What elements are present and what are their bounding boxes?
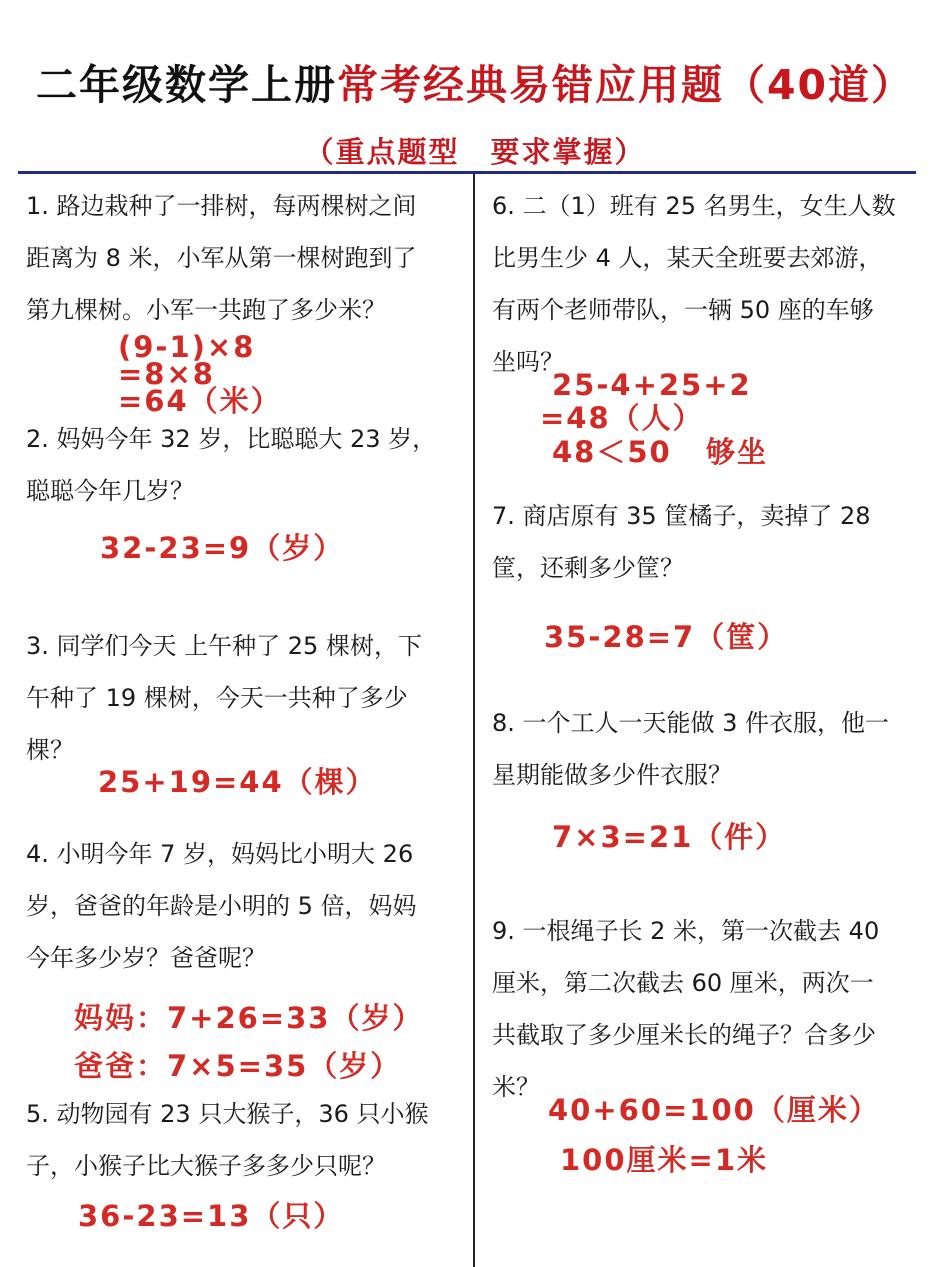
- question-line: 聪聪今年几岁？: [26, 477, 194, 505]
- question-line: 今年多少岁？爸爸呢？: [26, 944, 266, 972]
- question-line: 米？: [492, 1073, 540, 1101]
- answer-7: 35-28=7（筐）: [544, 620, 789, 654]
- title-black-part: 二年级数学上册: [35, 61, 337, 109]
- question-1: [26, 180, 417, 336]
- question-9: [492, 905, 879, 1113]
- question-line: 6. 二（1）班有 25 名男生，女生人数: [492, 192, 896, 220]
- page-title: [0, 52, 950, 111]
- question-line: 第九棵树。小军一共跑了多少米？: [26, 296, 386, 324]
- question-line: 子，小猴子比大猴子多多少只呢？: [26, 1152, 386, 1180]
- question-8: [492, 697, 889, 801]
- title-red-part: 常考经典易错应用题（40道）: [336, 61, 915, 109]
- answer-6-line-3: 48＜50: [552, 435, 672, 469]
- question-line: 棵？: [26, 736, 74, 764]
- question-line: 比男生少 4 人，某天全班要去郊游，: [492, 244, 883, 272]
- question-line: 9. 一根绳子长 2 米，第一次截去 40: [492, 917, 880, 945]
- answer-1: [118, 330, 282, 418]
- answer-8: 7×3=21（件）: [552, 820, 787, 854]
- answer-6-conclusion: 够坐: [706, 435, 769, 469]
- page-subtitle: （重点题型 要求掌握）: [304, 135, 646, 169]
- question-line: 岁，爸爸的年龄是小明的 5 倍，妈妈: [26, 892, 417, 920]
- question-5: [26, 1088, 429, 1192]
- question-line: 星期能做多少件衣服？: [492, 761, 732, 789]
- question-4: [26, 828, 417, 984]
- question-line: 共截取了多少厘米长的绳子？合多少: [492, 1021, 876, 1049]
- question-line: 5. 动物园有 23 只大猴子，36 只小猴: [26, 1100, 429, 1128]
- answer-line: 爸爸：7×5=35（岁）: [74, 1049, 402, 1083]
- question-3: [26, 620, 422, 776]
- question-line: 1. 路边栽种了一排树，每两棵树之间: [26, 192, 417, 220]
- answer-line: (9-1)×8: [118, 330, 256, 364]
- answer-5: 36-23=13（只）: [78, 1199, 345, 1233]
- question-line: 坐吗？: [492, 348, 564, 376]
- answer-9-line-1: 40+60=100（厘米）: [548, 1093, 880, 1127]
- question-line: 午种了 19 棵树，今天一共种了多少: [26, 684, 408, 712]
- answer-line: 妈妈：7+26=33（岁）: [74, 1001, 424, 1035]
- question-7: [492, 490, 871, 594]
- answer-6-line-1: 25-4+25+2: [552, 368, 752, 402]
- answer-6-line-2: =48（人）: [540, 401, 704, 435]
- answer-4: [74, 994, 424, 1090]
- answer-line: =8×8: [118, 357, 215, 391]
- question-6: [492, 180, 896, 388]
- question-2: [26, 413, 436, 517]
- question-line: 筐，还剩多少筐？: [492, 554, 684, 582]
- question-line: 2. 妈妈今年 32 岁，比聪聪大 23 岁，: [26, 425, 437, 453]
- header-divider: [18, 171, 916, 174]
- question-line: 8. 一个工人一天能做 3 件衣服，他一: [492, 709, 890, 737]
- question-line: 厘米，第二次截去 60 厘米，两次一: [492, 969, 874, 997]
- answer-9-line-2: 100厘米=1米: [560, 1143, 769, 1177]
- answer-3: 25+19=44（棵）: [98, 765, 377, 799]
- question-line: 3. 同学们今天 上午种了 25 棵树，下: [26, 632, 422, 660]
- column-divider: [473, 174, 475, 1267]
- answer-2: 32-23=9（岁）: [100, 531, 345, 565]
- question-line: 有两个老师带队，一辆 50 座的车够: [492, 296, 874, 324]
- question-line: 距离为 8 米，小军从第一棵树跑到了: [26, 244, 417, 272]
- question-line: 4. 小明今年 7 岁，妈妈比小明大 26: [26, 840, 414, 868]
- question-line: 7. 商店原有 35 筐橘子，卖掉了 28: [492, 502, 871, 530]
- answer-line: =64（米）: [118, 384, 282, 418]
